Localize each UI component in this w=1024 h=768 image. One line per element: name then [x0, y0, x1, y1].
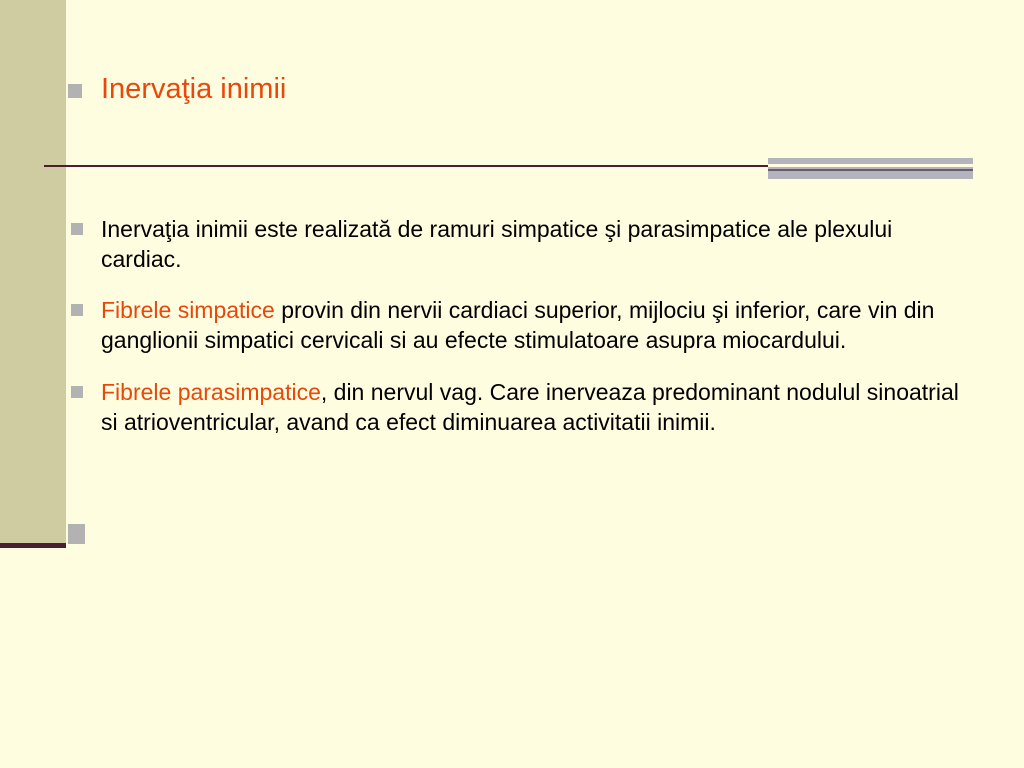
bullet-square: [71, 386, 83, 398]
bullet-text: , din nervul vag. Care inerveaza predominant nodulul sinoatrial si atrioventricular, avand ca efect diminuarea activitatii inimii.: [101, 379, 959, 435]
bullet-lead: Fibrele parasimpatice: [101, 379, 321, 405]
empty-bullet-square: [68, 524, 85, 544]
bullet-text: provin din nervii cardiaci superior, mijlociu şi inferior, care vin din ganglionii simpatici cervicali si au efecte stimulatoare asupra miocardului.: [101, 297, 935, 353]
bullet-lead: Fibrele simpatice: [101, 297, 275, 323]
bullet-square: [71, 223, 83, 235]
bullet-item: [66, 295, 966, 355]
bullet-item: [66, 377, 966, 437]
accent-bar-stripe-dark: [768, 169, 973, 171]
bullet-item: [66, 214, 966, 274]
bullet-text: Inervaţia inimii este realizată de ramuri simpatice şi parasimpatice ale plexului cardiac.: [101, 216, 893, 272]
slide-title: Inervaţia inimii: [101, 73, 287, 105]
bullet-square: [71, 304, 83, 316]
bullet-list: [66, 214, 966, 458]
title-bullet-square: [68, 84, 82, 98]
accent-bar-stripe: [768, 164, 973, 167]
left-band-underline: [0, 543, 66, 548]
divider-accent-bar: [768, 158, 973, 179]
left-decorative-band: [0, 0, 66, 546]
